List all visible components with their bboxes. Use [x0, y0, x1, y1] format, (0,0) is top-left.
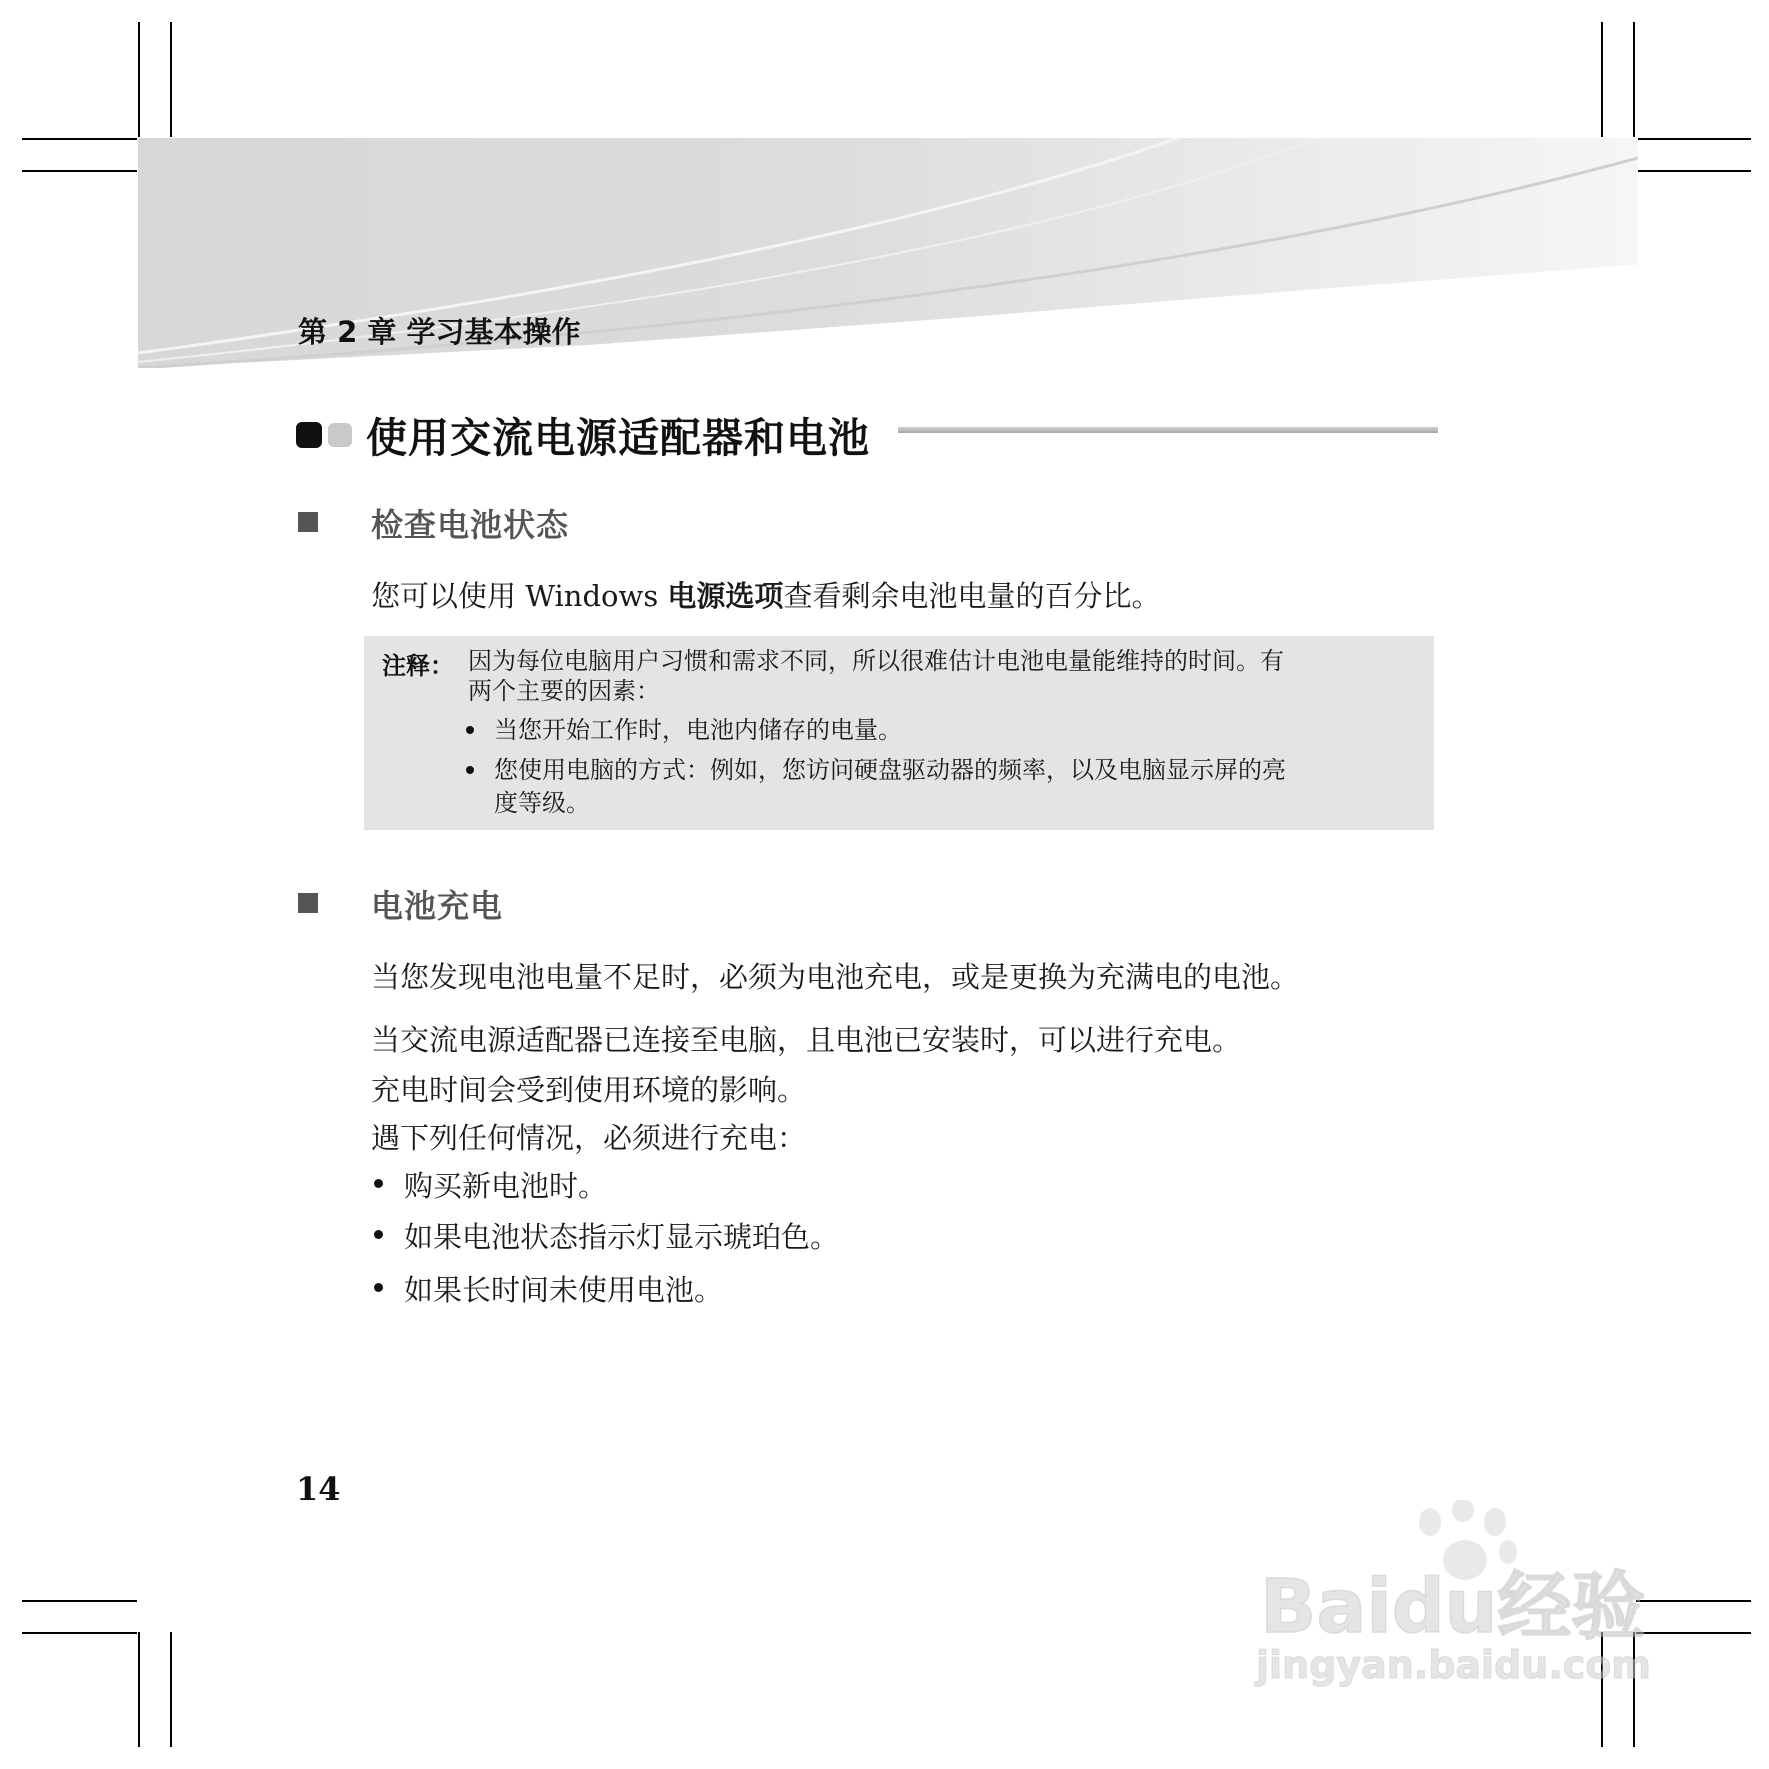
note-bullet-2-line-2: 度等级。: [494, 789, 590, 817]
note-bullet-dot: [466, 766, 474, 774]
crop-mark: [170, 1632, 172, 1747]
charging-paragraph-3: 充电时间会受到使用环境的影响。: [371, 1073, 807, 1107]
power-options-link-text: 电源选项: [667, 579, 784, 613]
note-line-1: 因为每位电脑用户习惯和需求不同，所以很难估计电池电量能维持的时间。有: [468, 647, 1284, 675]
crop-mark: [138, 22, 140, 137]
charging-list-item-1: 购买新电池时。: [404, 1169, 608, 1203]
watermark-url: jingyan.baidu.com: [1256, 1643, 1651, 1687]
crop-mark: [22, 138, 137, 140]
crop-mark: [1601, 22, 1603, 137]
note-label: 注释：: [382, 652, 454, 680]
crop-mark: [1636, 138, 1751, 140]
section-title-row: [296, 405, 870, 464]
crop-mark: [138, 1632, 140, 1747]
note-bullet-2-line-1: 您使用电脑的方式：例如，您访问硬盘驱动器的频率，以及电脑显示屏的亮: [494, 756, 1286, 784]
note-bullet-1: 当您开始工作时，电池内储存的电量。: [494, 716, 902, 744]
section-marker-light: [328, 423, 352, 447]
chapter-header: 第 2 章 学习基本操作: [298, 315, 581, 349]
charging-list-item-3: 如果长时间未使用电池。: [404, 1273, 724, 1307]
section-marker-dark: [296, 422, 322, 448]
title-rule: [898, 427, 1438, 433]
crop-mark: [22, 1600, 137, 1602]
battery-status-paragraph: [371, 574, 1160, 615]
subheading-bullet: [298, 893, 318, 913]
list-bullet-dot: [374, 1283, 383, 1292]
subheading-charging: 电池充电: [371, 887, 504, 925]
crop-mark: [1633, 22, 1635, 137]
subheading-bullet: [298, 512, 318, 532]
watermark-logo-text: Baidu经验: [1260, 1564, 1646, 1650]
charging-paragraph-4: 遇下列任何情况，必须进行充电：: [371, 1121, 807, 1155]
page-number: 14: [296, 1470, 341, 1508]
charging-paragraph-1: 当您发现电池电量不足时，必须为电池充电，或是更换为充满电的电池。: [371, 960, 1300, 994]
crop-mark: [22, 170, 137, 172]
list-bullet-dot: [374, 1179, 383, 1188]
para-suffix: 查看剩余电池电量的百分比。: [783, 579, 1161, 613]
subheading-battery-status: 检查电池状态: [371, 506, 570, 544]
crop-mark: [170, 22, 172, 137]
note-line-2: 两个主要的因素：: [468, 677, 660, 705]
list-bullet-dot: [374, 1230, 383, 1239]
crop-mark: [1636, 170, 1751, 172]
para-prefix: 您可以使用 Windows: [371, 579, 668, 613]
crop-mark: [22, 1632, 137, 1634]
section-title: 使用交流电源适配器和电池: [366, 414, 870, 462]
baidu-watermark-logo: [1250, 1500, 1670, 1690]
charging-paragraph-2: 当交流电源适配器已连接至电脑，且电池已安装时，可以进行充电。: [371, 1023, 1242, 1057]
charging-list-item-2: 如果电池状态指示灯显示琥珀色。: [404, 1220, 840, 1254]
note-bullet-dot: [466, 726, 474, 734]
